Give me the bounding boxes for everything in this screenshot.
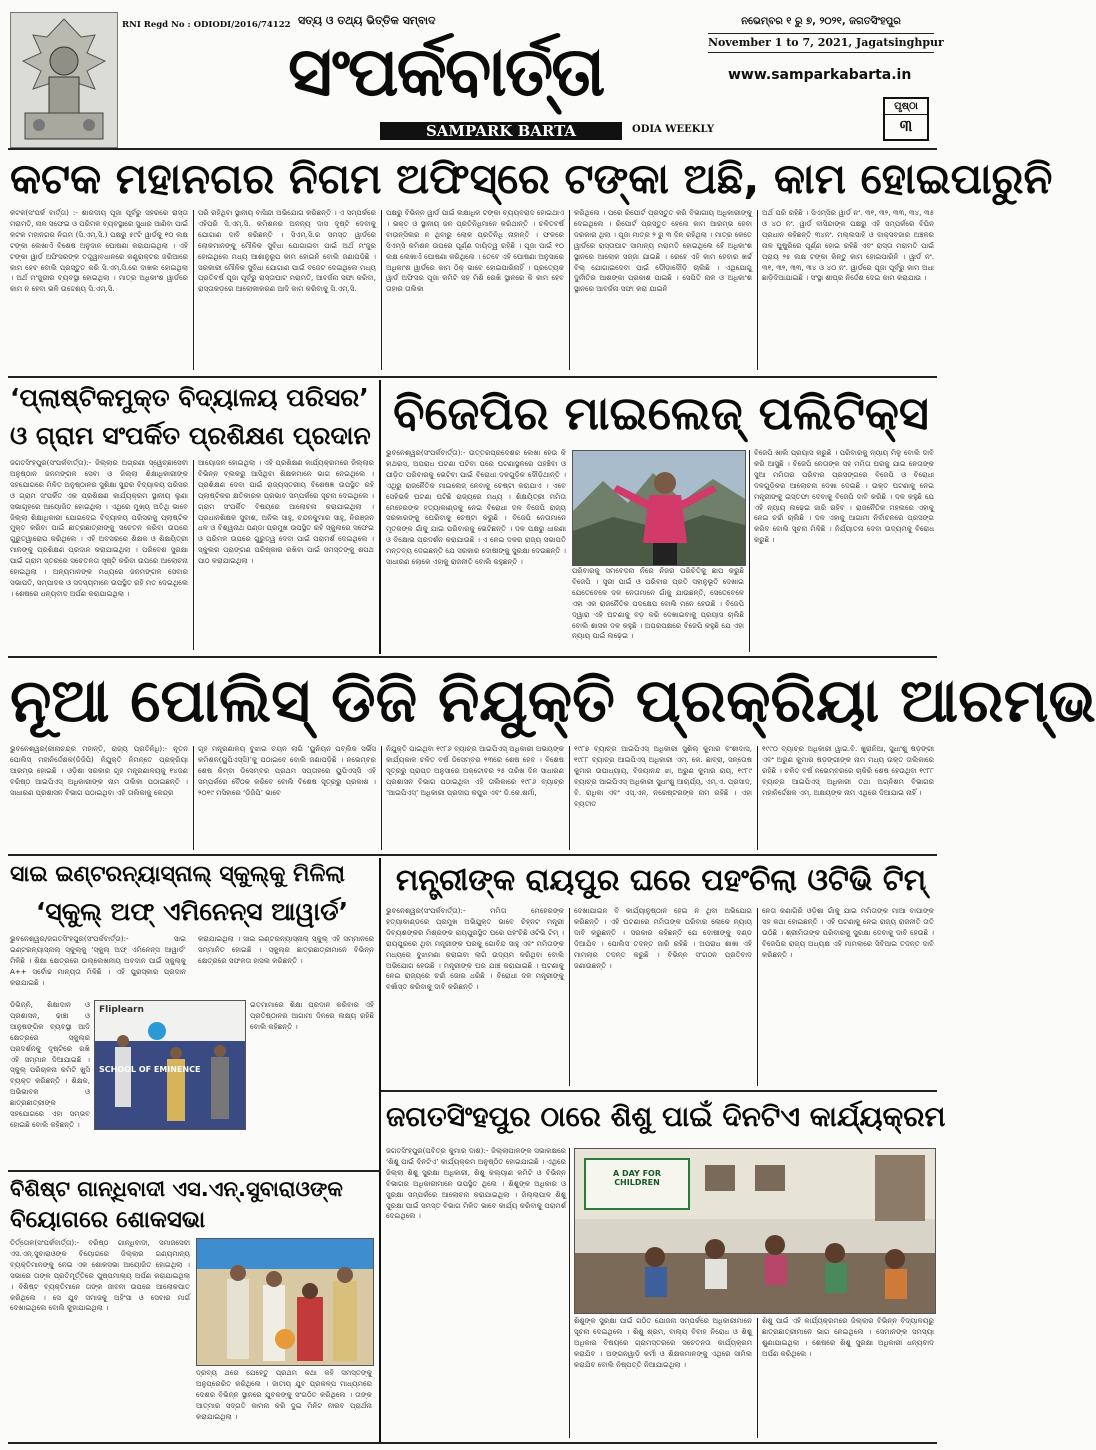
plastic-col-2: ଆୟୋଜନ ହୋଇଥିଲା । ଏହି ପ୍ରଶିକ୍ଷଣ କାର୍ଯ୍ୟକ୍ରମରେ ଜିଲ୍ଲାର ବିଭିନ୍ନ ବ୍ଲକରୁ ଆସିଥିବା ଶିକ୍ଷକମାନେ ଭାଗ ନେଇଥିଲେ । ପ୍ରଶିକ୍ଷଣ ଦେବା ପାଇଁ ରାଜ୍ୟସ୍ତରୀୟ ବିଶେଷଜ୍ଞ ଉପସ୍ଥିତ ରହି ପ୍ଲାଷ୍ଟିକର କ୍ଷତିକାରକ ପ୍ରଭାବ ସମ୍ପର୍କରେ ସୂଚନା ଦେଇଥିଲେ । ଗ୍ରାମ ସଂପର୍କିତ ବିଷୟରେ ଆଲୋଚନା କରାଯାଇଥିଲା । ପ୍ରଧାନଶିକ୍ଷକ ସୁବାଶ, ଅନିଲ ସାହୁ, ଚନ୍ଦନକୁମାର ସାହୁ, ନିରଞ୍ଜନ ଧଳ ଓ ବିଶ୍ୱନାଥ ପଣ୍ଡା ପ୍ରମୁଖ ଉପସ୍ଥିତ ରହି ସ୍କୁଲରେ ସଫେଇ ଓ ପରିମଳ ଉପରେ ଗୁରୁତ୍ୱ ଦେବା ପାଇଁ ପରାମର୍ଶ ଦେଇଥିଲେ । ସ୍କୁଲର ପ୍ରାଙ୍ଗଣ ପରିଷ୍କାର ରଖିବା ପାଇଁ ସମସ୍ତଙ୍କୁ ଶପଥ ପାଠ କରାଯାଇଥିଲା ।	[198, 458, 374, 566]
cuttack-col-1: କଟକ(ସଂପର୍କ ବାର୍ତ୍ତା) :- ଶାରଦୀୟ ପୂଜା ପୂର୍ବରୁ ସହରରେ ରାସ୍ତା ମରାମତି, ନାଳ ସଫେଇ ଓ ପରିମଳ ବ୍ୟବସ୍ଥାରେ ସୁଧାର ଆଣିବା ପାଇଁ କଟକ ମହାନଗର ନିଗମ (ସି.ଏମ୍.ସି.) ପକ୍ଷରୁ ୫୯ଟି ୱାର୍ଡକୁ ୧୦ ଲକ୍ଷ ଟଙ୍କା ଲେଖାଏଁ ବିଶେଷ ଅନୁଦାନ ଘୋଷଣା କରାଯାଇଥିଲା । ଏହି ଟଙ୍କା ୱାର୍ଡ ଅଫିସରଙ୍କ ତତ୍ତ୍ୱାବଧାନରେ କଣ୍ଟ୍ରାକ୍ଟର ଜରିଆରେ କାମ ହେବ ବୋଲି ପ୍ରସ୍ତୁତ କରି ସି.ଏମ୍.ସି.ରେ ଦାଖଲ ହୋଇଥିଲା । ଅର୍ଥ ମଂଜୁରୀର ବ୍ୟବସ୍ଥା ହୋଇଥିଲା । ମାତ୍ର ଅଧିକାଂଶ ୱାର୍ଡରେ କାମ ନ ହେବା ଭଳି ଉଦ୍ଦେଶ୍ୟ ସି.ଏମ୍.ସି.	[10, 208, 188, 294]
cuttack-headline: କଟକ ମହାନଗର ନିଗମ ଅଫିସ୍‌ରେ ଟଙ୍କା ଅଛି, କାମ ହୋଇପାରୁନି	[10, 154, 1053, 203]
school-col-2: କରାଯାଇଥିଲା । ସାଇ ଇଣ୍ଟରନ୍ୟାସ୍‌ନାଲ୍ ସ୍କୁଲ୍ ଏହି ସମ୍ମାନରେ ସମ୍ମାନିତ ହୋଇଛି । ସ୍କୁଲ୍‌ର ଛାତ୍ରଛାତ୍ରୀମାନେ ବିଭିନ୍ନ କ୍ଷେତ୍ରରେ ସଫଳତା ହାସଲ କରିଛନ୍ତି ।	[198, 934, 374, 965]
gandhi-headline-line-1: ବିଶିଷ୍ଟ ଗାନ୍ଧିବାଦୀ ଏସ.ଏନ୍.ସୁବାରାଓଙ୍କ	[10, 1177, 343, 1201]
bjp-col-2: ପରିବାରକୁ ସମବେଦନା ନଁରେ ନିଜର ପରିଚିତିକୁ ଛାପ କରୁଛି ବିଜେପି । ସ୍ତ୍ରୀ ପାଇଁ ଓ ପରିବାର ପ୍ରତି ସହାନୁଭୂତି ଦେଖାଇ ଯେତେବେଳେ ଦଳ ନେତାମାନେ ଗାଁକୁ ଯାଉଛନ୍ତି, ସେତେବେଳେ ଏହା ଏକ ରାଜନୈତିକ ପଦକ୍ଷେପ ବୋଲି ମନେ ହେଉଛି । ବିଜେପି ଦ୍ୱାରା ଏହି ଘଟଣାକୁ ବଡ଼ କରି ଦେଖାଇବାକୁ ପ୍ରୟାସ ଚାଲିଛି ବୋଲି ଶାସକ ଦଳ କହୁଛି । ଅପରପକ୍ଷରେ ବିଜେପି କହୁଛି ଯେ ଏହା ନ୍ୟାୟ ପାଇଁ ଲଢ଼େଇ ।	[572, 566, 744, 641]
children-headline: ଜଗତସିଂହପୁର ଠାରେ ଶିଶୁ ପାଇଁ ଦିନଟିଏ କାର୍ଯ୍ୟକ୍ରମ	[386, 1100, 946, 1133]
minister-headline: ମନ୍ତ୍ରୀଙ୍କ ରାୟପୁର ଘରେ ପହଂଚିଲା ଓଟିଭି ଟିମ୍	[395, 863, 927, 898]
page-number-box	[883, 97, 929, 141]
police-col-2: ଗୃହ ମନ୍ତ୍ରଣାଳୟ ବୁଝାଇ ଚୟନ ଲାଗି ‘ୟୁନିୟନ ପବ୍ଲିକ ସର୍ଭିସ କମିଶନ(ୟୁପିଏସ୍‌ସି)’କୁ ପଠାଇବେ ବୋଲି ଜଣାପଡ଼ିଛି । ନଭେମ୍ବର ଶେଷ କିମ୍ବା ଡିସେମ୍ବର ପ୍ରଥମ ସପ୍ତାହରେ ୟୁପିଏସ୍‌ସି ଏହି ସମ୍ପର୍କରେ ବୈଠକ କରିବେ ବୋଲି ବିଶେଷ ସୂତ୍ରରୁ ପ୍ରକାଶ । ୨୦୧୯ ମସିହାରେ ‘ଡିଜିପି’ ଭାବେ	[198, 744, 376, 797]
plastic-headline-line-1: ‘ପ୍ଲାଷ୍ଟିକମୁକ୍ତ ବିଦ୍ୟାଳୟ ପରିସର’	[10, 383, 369, 412]
school-col-4: ଇତମାମାରେ ଶିକ୍ଷା ପ୍ରଦାନ କରିବାର ଏହି ପ୍ରତିଷ୍ଠାନର ଆଗାମୀ ଦିନରେ ଲକ୍ଷ୍ୟ ରହିଛି ବୋଲି କହିଛନ୍ତି ।	[250, 1000, 374, 1031]
deity-illustration	[10, 12, 118, 148]
gandhi-headline-line-2: ବିୟୋଗରେ ଶୋକସଭା	[10, 1207, 206, 1233]
issue-date-english: November 1 to 7, 2021, Jagatsinghpur	[708, 36, 944, 49]
police-col-3: ନିଯୁକ୍ତି ପାଇଥିବା ୧୯୮୬ ବ୍ୟାଚ୍‌ର ଆଇପିଏସ୍ ଅଧିକାରୀ ଅଭୟଙ୍କ କାର୍ଯ୍ୟକାଳ ଚଳିତ ବର୍ଷ ଡିସେମ୍ବର ୧୩ରେ ଶେଷ ହେବ । ବିଶେଷ ସୂତ୍ରରୁ ପ୍ରାପ୍ତ ଅନୁସାରେ ଅକ୍ଟୋବର ୨୫ ତାରିଖ ଦିନ ସାଧାରଣ ପ୍ରଶାସନ ବିଭାଗ ପଠାଇଥିବା ଏହି ତାଲିକାରେ ୧୯୮୬ ବ୍ୟାଚ୍‌ର ‘ଆଇପିଏସ୍’ ଅଧିକାରୀ ପ୍ରଦୀପ କପୁର ଏବଂ ଡି.କେ.ଶର୍ମା,	[386, 744, 564, 797]
children-col-3: ଶିଶୁ ପାଇଁ ଏହି କାର୍ଯ୍ୟକ୍ରମରେ ଜିଲ୍ଲାର ବିଭିନ୍ନ ବିଦ୍ୟାଳୟରୁ ଛାତ୍ରଛାତ୍ରୀମାନେ ଭାଗ ନେଇଥିଲେ । ସେମାନଙ୍କ ସମସ୍ୟା ଶୁଣାଯାଇଥିଲା । ଶେଷରେ ଶିଶୁ ସୁରକ୍ଷା ଅଧିକାରୀ ଧନ୍ୟବାଦ ଅର୍ପଣ କରିଥିଲେ ।	[762, 1316, 934, 1358]
bjp-headline: ବିଜେପିର ମାଇଲେଜ୍ ପଲିଟିକ୍ସ	[393, 386, 929, 440]
minister-col-1: ଭୁବନେଶ୍ୱର(ସଂପର୍କବାର୍ତ୍ତା):- ମମିତା ମେହେରଙ୍କ ହତ୍ୟାକାଣ୍ଡରେ ପ୍ରମୁଖ ଅଭିଯୁକ୍ତ ଭାବେ ଚିହ୍ନଟ ମନ୍ତ୍ରୀ ଦିବ୍ୟଶଙ୍କର ମିଶ୍ରଙ୍କ ରାୟପୁରସ୍ଥିତ ଘରେ ପହଂଚିଛି ଓଟିଭି ଟିମ୍ । ରାୟପୁରରେ ଥିବା ମନ୍ତ୍ରୀଙ୍କ ଘରକୁ ଗୋବିନ୍ଦ ସାହୁ ଏବଂ ମମିତାଙ୍କ ମଧ୍ୟରେ ବୁଝାମଣା କରାଇବା ଲାଗି ଉଦ୍ୟମ କରିଥିବା ବୋଲି ଅଭିଯୋଗ ହେଉଛି । ମନ୍ତ୍ରୀଙ୍କ ଘର ଯାଞ୍ଚ କରାଯାଇଛି । ଘଟଣାକୁ ନେଇ ରାଜ୍ୟରେ ଚର୍ଚ୍ଚା ଜୋର ଧରିଛି । ବିରୋଧୀ ଦଳ ମନ୍ତ୍ରୀଙ୍କୁ ବର୍ଖାସ୍ତ କରିବାକୁ ଦାବି କରିଛନ୍ତି ।	[386, 906, 564, 992]
school-col-3: ଡିଭିନ୍ନି, ଶିକ୍ଷାଦାନ ଓ ପ୍ରଶାସନ, ଢାଞ୍ଚା ଓ ଆନୁଷଙ୍ଗିକ ବ୍ୟବସ୍ଥା ଆଦି କ୍ଷେତ୍ରରେ ସ୍କୁଲ୍‌ର ପ୍ରଦର୍ଶନକୁ ଦୃଷ୍ଟିରେ ରଖି ଏହି ସମ୍ମାନ ଦିଆଯାଇଛି । ସ୍କୁଲ୍ ପରିଚାଳନା କମିଟି ଖୁସି ବ୍ୟକ୍ତ କରିଛନ୍ତି । ଶିକ୍ଷକ, ଅଭିଭାବକ ଓ ଛାତ୍ରଛାତ୍ରୀଙ୍କ ସହଯୋଗରେ ଏହା ସମ୍ଭବ ହୋଇଛି ବୋଲି କହିଛନ୍ତି ।	[10, 1000, 90, 1129]
minister-col-2: ଦେଖାଯାଇନ ବି କାର୍ଯ୍ୟାନୁଷ୍ଠାନ ହେଇ ନ ଥିବା ଅଭିଯୋଗ କରିଛନ୍ତି । ଏହି ଘଟଣାରେ ମମିତାଙ୍କ ପରିବାର ଲୋକେ ନ୍ୟାୟ ଦାବି କରୁଛନ୍ତି । ସରକାର କହିଛନ୍ତି ଯେ ଦୋଷୀଙ୍କୁ ଦଣ୍ଡ ଦିଆଯିବ । ପୋଲିସ ତଦନ୍ତ ଜାରି ରହିଛି । ଅପରାଧ ଶାଖା ଏହି ମାମଲାର ତଦନ୍ତ କରୁଛି । ବିଭିନ୍ନ ସଂଗଠନ ପ୍ରତିବାଦ ଜଣାଉଛନ୍ତି ।	[574, 906, 752, 970]
police-headline: ନୂଆ ପୋଲିସ୍ ଡିଜି ନିଯୁକ୍ତି ପ୍ରକ୍ରିୟା ଆରମ୍ଭ	[10, 666, 1096, 736]
school-photo-banner: SCHOOL OF EMINENCE	[99, 1065, 201, 1074]
school-headline-line-2: ‘ସ୍କୁଲ୍ ଅଫ୍ ଏମିନେନ୍ସ ଆୱାର୍ଡ’	[35, 897, 349, 926]
children-meeting-photo	[574, 1148, 936, 1314]
school-headline-line-1: ସାଇ ଇଣ୍ଟରନ୍ୟାସ୍‌ନାଲ୍ ସ୍କୁଲ୍‌କୁ ମିଳିଲା	[10, 862, 345, 887]
issue-date-odia: ନଭେମ୍ବର ୧ ରୁ ୭, ୨୦୨୧, ଜଗତସିଂହପୁର	[741, 16, 901, 27]
police-col-5: ୧୯୯୦ ବ୍ୟାଚ୍‌ର ଅଧିକାରୀ ୱାଇ.ବି. ଖୁରାନିଆ, ସୁଧାଂଶୁ ଷଡ଼ଙ୍ଗୀ ଏବଂ ଅରୁଣ କୁମାର ଷଡ଼ଙ୍ଗୀଙ୍କ ନାମ ମଧ୍ୟ ଉକ୍ତ ତାଲିକାରେ ରହିଛି । ଚଳିତ ବର୍ଷ ନଭେମ୍ବରରେ ଚାକିରି ଶେଷ ହେଉଥିବା ୧୯୮୮ ବ୍ୟାଚ୍‌ର ଆଇପିଏସ୍ ଅଧିକାରୀ ତଥା ଅଗ୍ନିଶମ ବିଭାଗର ମହାନିର୍ଦ୍ଦେଶକ ଏମ୍. ଅକ୍ଷୟଙ୍କ ନାମ ଏଥିରେ ଦିଆଯାଇ ନାହିଁ ।	[762, 744, 934, 797]
school-col-1: ଭୁବନେଶ୍ୱର/ଜଗତସିଂହପୁର(ସଂପର୍କବାର୍ତ୍ତା):- ସାଇ ଇଣ୍ଟରନ୍ୟାସ୍‌ନାଲ୍ ସ୍କୁଲ୍‌କୁ ‘ସ୍କୁଲ୍ ଅଫ୍ ଏମିନେନ୍ସ ଆୱାର୍ଡ’ ମିଳିଛି । ଶିକ୍ଷା କ୍ଷେତ୍ରରେ ଉଲ୍ଲେଖନୀୟ ଅବଦାନ ପାଇଁ ସ୍କୁଲ୍‌କୁ A++ ସର୍ବୋଚ୍ଚ ମାନ୍ୟତା ମିଳିଛି । ଏହି ପୁରସ୍କାର ପ୍ରଦାନ କରାଯାଇଛି ।	[10, 934, 186, 987]
newspaper-title-latin: SAMPARK BARTA	[425, 122, 577, 140]
website-link[interactable]: www.samparkabarta.in	[728, 67, 912, 83]
children-photo-banner: A DAY FOR CHILDREN	[612, 1169, 662, 1187]
registration-number: RNI Regd No : ODIODI/2016/74122	[122, 20, 291, 30]
gandhi-tribute-photo	[196, 1238, 374, 1366]
cuttack-col-3: ପକ୍ଷରୁ ବିଭିନ୍ନ ୱାର୍ଡ ପାଇଁ ଲକ୍ଷାଧିକ ଟଙ୍କା ବ୍ୟୟବରାଦ ହୋଇଥାଏ । ଭକ୍ତ ଓ ସ୍ଥାନୀୟ ଜନ ପ୍ରତିନିଧିମାନେ କରିଥାନ୍ତି । ଚଳିତବର୍ଷ ବାଉନ୍ସିଲର ନ ଥିବାରୁ ଲୋକ ପ୍ରତିନିଧି ନାହାନ୍ତି । ଫଳରେ ସିଏମ୍‌ସି କମିଶନ ଉପରେ ପୂର୍ଣ୍ଣ ଦାୟିତ୍ୱ ରହିଛି । ପୂଜା ପାଇଁ ୧୦ ଲକ୍ଷ ଲେଖାଏଁ ଘୋଷଣା କରିଥିଲେ । ତେବେ ଏହି ଘୋଷଣା ଅନୁସାରେ ଅଧିକାଂଶ ୱାର୍ଡରେ କାମ ଠିକ୍ ଭାବେ ହୋଇପାରିନାହିଁ । ପ୍ରତ୍ୟେକ ୱାର୍ଡ ଅଫିସର ପୂଜା କମିଟି ସହ ମିଶି ରେଖି ସ୍ଥାନରେ କି କାମ ହେବ ତାହାର ତାଲିକା	[386, 208, 564, 294]
masthead-tagline: ସତ୍ୟ ଓ ତଥ୍ୟ ଭିତ୍ତିକ ସମ୍ବାଦ	[298, 14, 436, 27]
gandhi-col-1: ତିର୍ତ୍ତୋଳ(ସଂପର୍କବାର୍ତ୍ତା):- ବରିଷ୍ଠ ଗାନ୍ଧିବାଦୀ, ସମାଜସେବୀ ଏସ.ଏନ୍.ସୁବାରାଓଙ୍କ ବିୟୋଗରେ ଜିଲ୍ଲାର ଗଣ୍ୟମାନ୍ୟ ବ୍ୟକ୍ତିମାନଙ୍କୁ ନେଇ ଏକ ଶୋକସଭା ଆୟୋଜିତ ହୋଇଥିଲା । ସଭାରେ ତାଙ୍କ ପ୍ରତିମୂର୍ତ୍ତିରେ ପୁଷ୍ପମାଲ୍ୟ ଅର୍ପଣ କରାଯାଇଥିଲା । ବିଶିଷ୍ଟ ବ୍ୟକ୍ତିମାନେ ତାଙ୍କ ଜୀବନୀ ଉପରେ ଆଲୋକପାତ କରିଥିଲେ । ସେ ଯୁବ ସମାଜକୁ ଅହିଂସା ଓ ସେବାର ମାର୍ଗ ଦେଖାଇଥିଲେ ବୋଲି କୁହାଯାଇଥିଲା ।	[10, 1238, 190, 1313]
newspaper-title: ସଂପର୍କବାର୍ତ୍ତା	[288, 33, 604, 112]
plastic-col-1: ଜଗତସିଂହପୁର(ସଂପର୍କବାର୍ତ୍ତା):- ଜିଲ୍ଲାର ଅଗ୍ରଣୀ ସ୍ୱେଚ୍ଛାସେବୀ ଅନୁଷ୍ଠାନ ଜନମଙ୍ଗଳ ସେବା ଓ ଜିଲ୍ଲା ଶିକ୍ଷାଧିକାରୀଙ୍କ ସହଯୋଗରେ ମିଳିତ ଅନୁଷ୍ଠାନର ସୁଶିକ୍ଷା ସୁନ୍ଦର ବିଦ୍ୟାଳୟ ପରିସର ଓ ଗ୍ରାମ ସଂପର୍କିତ ଏକ ପ୍ରଶିକ୍ଷଣ କାର୍ଯ୍ୟକ୍ରମ ସ୍ଥାନୀୟ ଲୁଣା ସଭାଗୃହରେ ଆୟୋଜିତ ହୋଇଥିଲା । ଏଥିରେ ମୁଖ୍ୟ ଅତିଥି ଭାବେ ଜିଲ୍ଲା ଶିକ୍ଷାଧିକାରୀ ଯୋଗଦେଇ ବିଦ୍ୟାଳୟ ପରିସରକୁ ପ୍ଲାଷ୍ଟିକ ମୁକ୍ତ କରିବା ପାଇଁ ଛାତ୍ରଛାତ୍ରୀଙ୍କୁ ସଚେତନ କରିବା ଉପରେ ଗୁରୁତ୍ୱାରୋପ କରିଥିଲେ । ଏହି ଅବସରରେ ଶିକ୍ଷକ ଓ ଶିକ୍ଷୟିତ୍ରୀ ମାନଙ୍କୁ ପ୍ରଶିକ୍ଷଣ ପ୍ରଦାନ କରାଯାଇଥିଲା । ପରିବେଶ ସୁରକ୍ଷା ପାଇଁ ଗ୍ରାମ ସ୍ତରରେ ସଚେତନତା ସୃଷ୍ଟି କରିବା ଉପରେ ଆଲୋଚନା ହୋଇଥିଲା । ଅନ୍ୟମାନଙ୍କ ମଧ୍ୟରେ ଜନମଙ୍ଗଳ ସେବାର ସଭାପତି, ସମ୍ପାଦକ ଓ ସଦସ୍ୟମାନେ ଉପସ୍ଥିତ ରହି ମତ ଦେଇଥିଲେ । ଶେଷରେ ଧନ୍ୟବାଦ ଅର୍ପଣ କରାଯାଇଥିଲା ।	[10, 458, 188, 598]
police-col-4: ୧୯୮୭ ବ୍ୟାଚ୍‌ର ଆଇପିଏସ୍ ଅଧିକାରୀ ସୁଶିଲ୍ କୁମାର ବଂଶୀଦାସ, ୧୯୮୮ ବ୍ୟାଚ୍‌ର ଆଇପିଏସ୍ ଅଧିକାରୀ ଏମ୍. କେ. ଛାବ୍ରା, ସନ୍ତୋଷ କୁମାର ଉପାଧ୍ୟାୟ, ବିଜୟାନନ୍ଦ ଝା, ଅରୁଣ କୁମାର ରାୟ, ୧୯୮୯ ବ୍ୟାଚ୍‌ର ଆଇପିଏସ୍ ଅଧିକାରୀ ସୁଧାଂଶୁ ଆଚାର୍ଯ୍ୟ, ଏମ୍.ଏ. ପ୍ରସାଦ, ବି. ରାଧିକା ଏବଂ ଏସ୍.ଏନ୍. ନରେଷ୍ଟରଙ୍କ ନାମ ରହିଛି । ଏହା ବ୍ୟତୀତ	[574, 744, 752, 808]
bjp-photo	[572, 450, 746, 566]
school-award-photo	[94, 1000, 246, 1130]
gandhi-col-2: ଦ୍ରବ୍ୟ ଥରେ ଯେହେତୁ ପ୍ରଥମ କଥା କହି ସମସ୍ତଙ୍କୁ ଅନୁପ୍ରେରିତ କରିଥିଲେ । ଜାତୀୟ ଯୁବ ପ୍ରକଳ୍ପ ମାଧ୍ୟମରେ ଦେଶର ବିଭିନ୍ନ ସ୍ଥାନରେ ଯୁବକଙ୍କୁ ସଂଗଠିତ କରିଥିଲେ । ତାଙ୍କ ଆତ୍ମାର ସଦ୍‌ଗତି କାମନା କରି ଦୁଇ ମିନିଟ ନୀରବ ପ୍ରାର୍ଥନା କରାଯାଇଥିଲା ।	[196, 1368, 372, 1421]
title-band	[380, 122, 622, 140]
bjp-col-1: ଭୁବନେଶ୍ୱର(ସଂପର୍କବାର୍ତ୍ତା):- ଉତ୍ତରପ୍ରଦେଶର ଲେଖା ହେଉ କି ହାଥରସ, ଅପରାଧ ଘଟଣା ଘଟିବା ପରେ ଘଟଣାସ୍ଥଳରେ ପହଞ୍ଚିବା ଓ ପୀଡ଼ିତ ପରିବାରକୁ ଭେଟିବା ପାଇଁ ବିରୋଧୀ ଦଳଗୁଡ଼ିକ ଦୌଡ଼ିଥାନ୍ତି । ଏଥିରୁ ରାଜନୈତିକ ମାଇଲେଜ୍ ନେବାକୁ ଚେଷ୍ଟା କରାଯାଏ । ଏବେ ସେହିଭଳି ଘଟଣା ଘଟିଛି ରାଜ୍ୟରେ ମଧ୍ୟ । ଶିକ୍ଷୟିତ୍ରୀ ମମିତା ମେହେରଙ୍କ ହତ୍ୟାକାଣ୍ଡକୁ ନେଇ ବିରୋଧୀ ଦଳ ବିଜେପି ରାଜ୍ୟ ସରକାରଙ୍କୁ ଘେରିବାକୁ ଚେଷ୍ଟା କରୁଛି । ବିଜେପି ନେତାମାନେ ମୃତକଙ୍କ ଗାଁକୁ ଯାଇ ପରିବାରକୁ ଭେଟିଛନ୍ତି । ଦଳ ପକ୍ଷରୁ ଧାରଣା ଓ ବିକ୍ଷୋଭ ପ୍ରଦର୍ଶନ କରାଯାଉଛି । ଏ ନେଇ ଦଳର ରାଜ୍ୟ ସଭାପତି ମନ୍ତବ୍ୟ ଦେଇଛନ୍ତି ଯେ ସରକାର ଦୋଷୀଙ୍କୁ ସୁରକ୍ଷା ଦେଉଛନ୍ତି । ସାଧାରଣ ଲୋକେ ଏହାକୁ ରାଜନୀତି ବୋଲି କହୁଛନ୍ତି ।	[386, 448, 566, 567]
school-photo-logo: Fliplearn	[99, 1005, 144, 1015]
page-number: ୩	[899, 116, 913, 135]
weekly-label: ODIA WEEKLY	[632, 124, 714, 135]
cuttack-col-4: କରିଥିଲେ । ପରେ ରିପୋର୍ଟ ପ୍ରସ୍ତୁତ କରି ବିଭାଗୀୟ ଅଧିକାରୀଙ୍କୁ ଦେଇଥିଲେ । ରିପୋର୍ଟ ପ୍ରସ୍ତୁତ ହେଲେ କାମ ଆରମ୍ଭ ହେବା ଦରକାର ଥିଲା । ପୂଜା ମାତ୍ର ୨ ରୁ ୩ ଦିନ ରହିଥିଲା । ମାତ୍ର କେତେ ୱାର୍ଡରେ ରାସ୍ତାଘାଟ ସାମାନ୍ୟ ମରାମତି ହୋଇଥିଲେ ହେଁ ଅଧିକାଂଶ ସ୍ଥାନରେ ଆଲୋକ ସଜ୍ଜା ଯାଇଛି । ରେହେ ଏହି କାମ ହେବାର ଖର୍ଚ୍ଚ ବିଲ୍ ଯୋଗାଇଦେବା ପାଇଁ ଦୌଡ଼ାଦୌଡ଼ି ଚାଲିଛି । ଏଥିଯୋଗୁ ଦୁର୍ନୀତିର ଆଶଙ୍କା ପ୍ରକାଶ ପାଇଛି । ସେପିତି ନାଳ ଓ ଅଧିକାଂଶ ସ୍ଥାନରେ ଆବର୍ଜନା ସଫା କରା ଯାଇନି	[574, 208, 752, 294]
cuttack-col-5: ଅର୍ଥ ପରି ରହିଛି । ସିଏମ୍‌ସିର ୱାର୍ଡ ନଂ. ୩୧, ୩୨, ୩୩, ୩୪, ୩୫ ଓ ୪୦ ନଂ. ୱାର୍ଡ ବାସିନ୍ଦାଙ୍କ ପକ୍ଷରୁ ଏହି ସମ୍ପର୍କରେ ବିପିନ ପ୍ରଧାନ କହିଛନ୍ତି ୩୪ନଂ. ମଲ୍ଲସାହି ଓ ବାକ୍ସବଜାର ଅଞ୍ଚଳର ନାଳ ଘୁଷୁରିରେ ପୂର୍ଣ୍ଣ ହୋଇ ରହିଛି ଏବଂ ରାସ୍ତା ମରାମତି ପାଇଁ ପ୍ରାୟ ୨୫ ଲକ୍ଷ ଟଙ୍କା କିନ୍ତୁ କାମ ହୋଇପାରିନି । ୱାର୍ଡ ନଂ. ୩୧, ୩୨, ୩୩, ୩୪ ଓ ୪୦ ନଂ. ୱାର୍ଡରେ ପୂଜା ପୂର୍ବରୁ କାମ ଅଧା ଛାଡ଼ିଦିଆଯାଇଛି । ସଂସ୍ଥା ଶୀଘ୍ର ନିର୍ଦ୍ଦେଶ ଦେଇ କାମ କରାଯାଉ ।	[762, 208, 934, 283]
bjp-col-3: ବିଜେପି ଖାଲି ପ୍ରୟାସ କରୁଛି । ପରିବାରକୁ ନ୍ୟାୟ ମିଳୁ ବୋଲି ଦାବି କରି ଆସୁଛି । ବିଜେପି ନେତାଙ୍କ ସହ ମମିତା ଘରକୁ ଯାଇ ନେତାଙ୍କ ସୁଆ ମମିତାର ପରିବାର ପ୍ରସଙ୍ଗରେ ବିଜେପି ଓ ବିରୋଧୀ ଦଳଗୁଡ଼ିକର ଆଲୋଚନା ଦେଖା ଦେଇଛି । ଉକ୍ତ ଘଟଣାକୁ ନେଇ ମନ୍ତ୍ରୀଙ୍କୁ ଇସ୍ତଫା ଦେବାକୁ ବିଜେପି ଦାବି କରିଛି । ଦଳ କହୁଛି ଯେ ଏହି ନ୍ୟାୟ ଲଢ଼େଇ ଜାରି ରହିବ । ରାଜନୈତିକ ମହଲରେ ଏହାକୁ ନେଇ ଚର୍ଚ୍ଚା ଚାଲିଛି । ଦଳ ଏହାକୁ ଆଗାମୀ ନିର୍ବାଚନରେ ପ୍ରସଙ୍ଗ କରିବ ବୋଲି ସୂଚନା ମିଳିଛି । ନିର୍ଯ୍ୟାତନା ଦେବା ଉଦ୍ୟମକୁ ବିରୋଧ କରୁଛି ।	[754, 448, 934, 545]
police-col-1: ଭୁବନେଶ୍ୱର(ରୀନାଚନ୍ଦ୍ର ମହାନ୍ତି, ରାଜ୍ୟ ପ୍ରତିନିଧି):- ନୂତନ ପୋଲିସ୍ ମହାନିର୍ଦ୍ଦେଶକ(ଡିଜିପି) ନିଯୁକ୍ତି ନିମନ୍ତେ ପ୍ରକ୍ରିୟା ଆରମ୍ଭ ହୋଇଛି । ଓଡ଼ିଶା ସରକାର ଗୃହ ମନ୍ତ୍ରଣାଳୟକୁ ୧୪ଜଣ ବରିଷ୍ଠ ଆଇପିଏସ୍ ଅଧିକାରୀଙ୍କ ନାମ ତାଲିକା ପଠାଇଛନ୍ତି । ସାଧାରଣ ପ୍ରଶାସନ ବିଭାଗ ପଠାଇଥିବା ଏହି ତାଲିକାକୁ କେନ୍ଦ୍ର	[10, 744, 188, 797]
page-label: ପୃଷ୍ଠା	[885, 99, 927, 115]
children-col-2: ଶିଶୁଙ୍କ ସୁରକ୍ଷା ପାଇଁ ଗଠିତ ଯୋଜନା ସମ୍ପର୍କରେ ଅଧିକାରୀମାନେ ସୂଚନା ଦେଇଥିଲେ । ଶିଶୁ ଶ୍ରମ, ବାଲ୍ୟ ବିବାହ ନିରୋଧ ଓ ଶିଶୁ ଅଧିକାର ବିଷୟରେ ଗ୍ରାମସ୍ତରରେ ସଚେତନତା କାର୍ଯ୍ୟକ୍ରମ କରାଯିବ । ଅଙ୍ଗନୱାଡ଼ି କର୍ମୀ ଓ ଶିକ୍ଷକମାନଙ୍କୁ ଏଥିରେ ସାମିଲ କରାଯିବ ବୋଲି ନିଷ୍ପତ୍ତି ନିଆଯାଇଥିଲା ।	[574, 1316, 752, 1369]
children-col-1: ଜଗତସିଂହପୁର(ପବିତ୍ର କୁମାର ଦାଶ):- ଜିଲ୍ଲାପାଳଙ୍କ ସଭାକକ୍ଷରେ ‘ଶିଶୁ ପାଇଁ ଦିନଟିଏ’ କାର୍ଯ୍ୟକ୍ରମ ଅନୁଷ୍ଠିତ ହୋଇଯାଇଛି । ଏଥିରେ ଜିଲ୍ଲା ଶିଶୁ ସୁରକ୍ଷା ଅଧିକାରୀ, ଶିଶୁ କଲ୍ୟାଣ କମିଟି ଓ ବିଭିନ୍ନ ବିଭାଗର ଅଧିକାରୀମାନେ ଉପସ୍ଥିତ ଥିଲେ । ଶିଶୁଙ୍କ ଅଧିକାର ଓ ସୁରକ୍ଷା ସମ୍ପର୍କରେ ଆଲୋଚନା କରାଯାଇଥିଲା । ଜିଲ୍ଲାପାଳ ଶିଶୁ ସୁରକ୍ଷା ପାଇଁ ସମସ୍ତ ବିଭାଗ ମିଳିତ ଭାବେ କାର୍ଯ୍ୟ କରିବାକୁ ପରାମର୍ଶ ଦେଇଥିଲେ ।	[386, 1146, 566, 1221]
plastic-headline-line-2: ଓ ଗ୍ରାମ ସଂପର୍କିତ ପ୍ରଶିକ୍ଷଣ ପ୍ରଦାନ	[10, 421, 371, 450]
minister-col-3: ନେତା କଣାଗିରି ଓଡ଼ିଶା ଗାଁକୁ ଯାଇ ମମିତାଙ୍କ ମାଆ ବାପାଙ୍କ ସହ କଥା ହୋଇଛନ୍ତି । ଏହି ଘଟଣାକୁ ନେଇ ରାଜ୍ୟ ରାଜନୀତି ତାତି ଉଠିଛି । ଶ୍ରୀମିତାଙ୍କ ପରିବାରକୁ ସୁରକ୍ଷା ଦେବାକୁ ଦାବି ହେଉଛି । ବିଜେପିର ରାଜ୍ୟ ଅଧ୍ୟକ୍ଷ ଏହି ମାମଲାରେ ସିବିଆଇ ତଦନ୍ତ ଦାବି କରିଛନ୍ତି ।	[762, 906, 934, 959]
cuttack-col-2: ପରି ରହିଥିବା ସ୍ଥାନୀୟ ବାସିନ୍ଦା ଅଭିଯୋଗ କରିଛନ୍ତି । ଏ ସମ୍ପର୍କରେ ଏହିପରି ସି.ଏମ୍.ସି. କମିଶନର ଅନନ୍ୟ ଦାସ ଦୃଷ୍ଟି ଦେବାକୁ ଯୋଗାଣ ଦାବି କରିଛନ୍ତି । ସିଏମ୍.ସି.ର ସମସ୍ତ ୱାର୍ଡରେ ଲୋକମାନଙ୍କୁ ମୌଳିକ ସୁବିଧା ଯୋଗାଇବା ପାଇଁ ଅର୍ଥ ମଂଜୁର ହୋଇଥିଲେ ମଧ୍ୟ ଆଶାନୁରୂପ କାମ ହୋଇନି ବୋଲି ଜଣାପଡ଼ିଛି । ସରକାରୀ ମୌଳିକ ସୁବିଧା ଯୋଗାଣ ପାଇଁ ବଜେଟ ଦେଇଥିଲେ ମଧ୍ୟ ପ୍ରତିବର୍ଷ ପୂଜା ପୂର୍ବରୁ ରାସ୍ତାଘାଟ ମରାମତି, ଆବର୍ଜନା ସଫା କରିବା, ରାସ୍ତାକଡ଼ରେ ଆଲୋକୀକରଣ ଆଦି କାମ କରିବାକୁ ସି.ଏମ୍.ସି.	[198, 208, 376, 294]
